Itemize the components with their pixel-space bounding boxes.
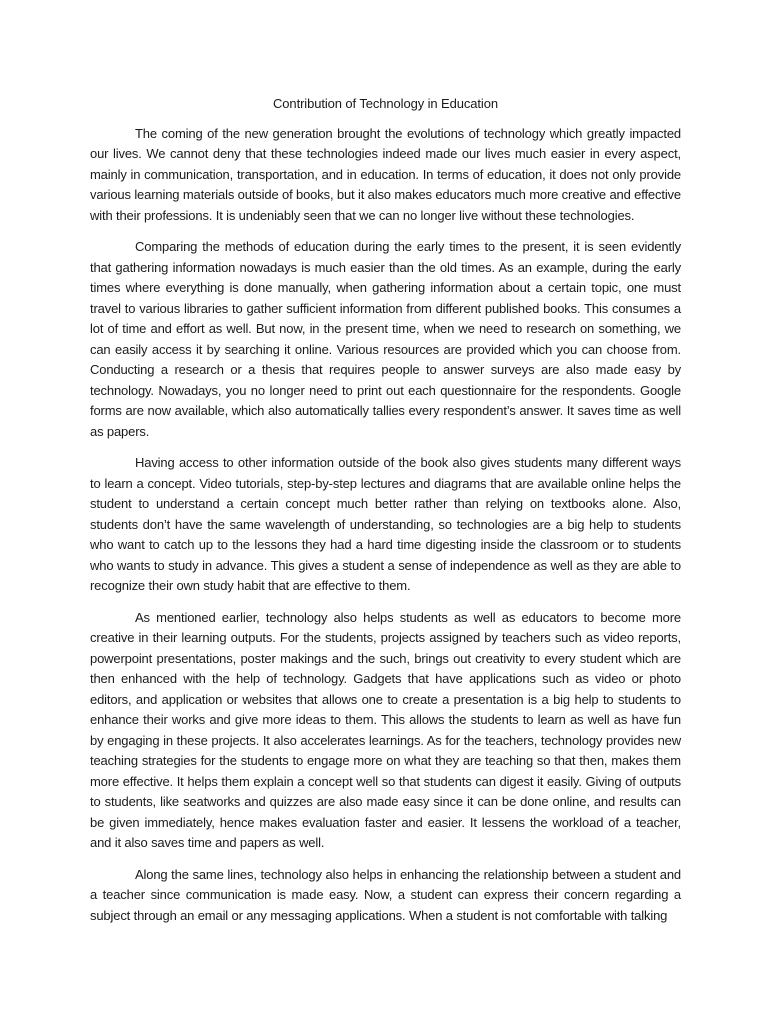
paragraph: As mentioned earlier, technology also helps students as well as educators to become more creative in their learning outputs. For the students, projects assigned by teachers such as video reports, powerpoint presentations, poster makings and the such, brings out creativity to every student which are then enhanced with the help of technology. Gadgets that have applications such as video or photo editors, and application or websites that allows one to create a presentation is a big help to students to enhance their works and give more ideas to them. This allows the students to learn as well as have fun by engaging in these projects. It also accelerates learnings. As for the teachers, technology provides new teaching strategies for the students to engage more on what they are teaching so that then, makes them more effective. It helps them explain a concept well so that students can digest it easily. Giving of outputs to students, like seatworks and quizzes are also made easy since it can be done online, and results can be given immediately, hence makes evaluation faster and easier. It lessens the workload of a teacher, and it also saves time and papers as well. [90, 609, 681, 850]
document-title: Contribution of Technology in Education [273, 96, 498, 111]
paragraph: Having access to other information outside of the book also gives students many different ways to learn a concept. Video tutorials, step-by-step lectures and diagrams that are available online helps the student to understand a certain concept much better rather than relying on textbooks alone. Also, students don’t have the same wavelength of understanding, so technologies are a big help to students who want to catch up to the lessons they had a hard time digesting inside the classroom or to students who wants to study in advance. This gives a student a sense of independence as well as they are able to recognize their own study habit that are effective to them. [90, 455, 681, 593]
paragraph: Comparing the methods of education during the early times to the present, it is seen evidently that gathering information nowadays is much easier than the old times. As an example, during the early times where everything is done manually, when gathering information about a certain topic, one must travel to various libraries to gather sufficient information from different published books. This consumes a lot of time and effort as well. But now, in the present time, when we need to research on something, we can easily access it by searching it online. Various resources are provided which you can choose from. Conducting a research or a thesis that requires people to answer surveys are also made easy by technology. Nowadays, you no longer need to print out each questionnaire for the respondents. Google forms are now available, which also automatically tallies every respondent’s answer. It saves time as well as papers. [90, 239, 681, 439]
paragraph: Along the same lines, technology also helps in enhancing the relationship between a student and a teacher since communication is made easy. Now, a student can express their concern regarding a subject through an email or any messaging applications. When a student is not comfortable with talking [90, 866, 681, 923]
paragraph: The coming of the new generation brought the evolutions of technology which greatly impacted our lives. We cannot deny that these technologies indeed made our lives much easier in every aspect, mainly in communication, transportation, and in education. In terms of education, it does not only provide various learning materials outside of books, but it also makes educators much more creative and effective with their professions. It is undeniably seen that we can no longer live without these technologies. [90, 125, 681, 223]
